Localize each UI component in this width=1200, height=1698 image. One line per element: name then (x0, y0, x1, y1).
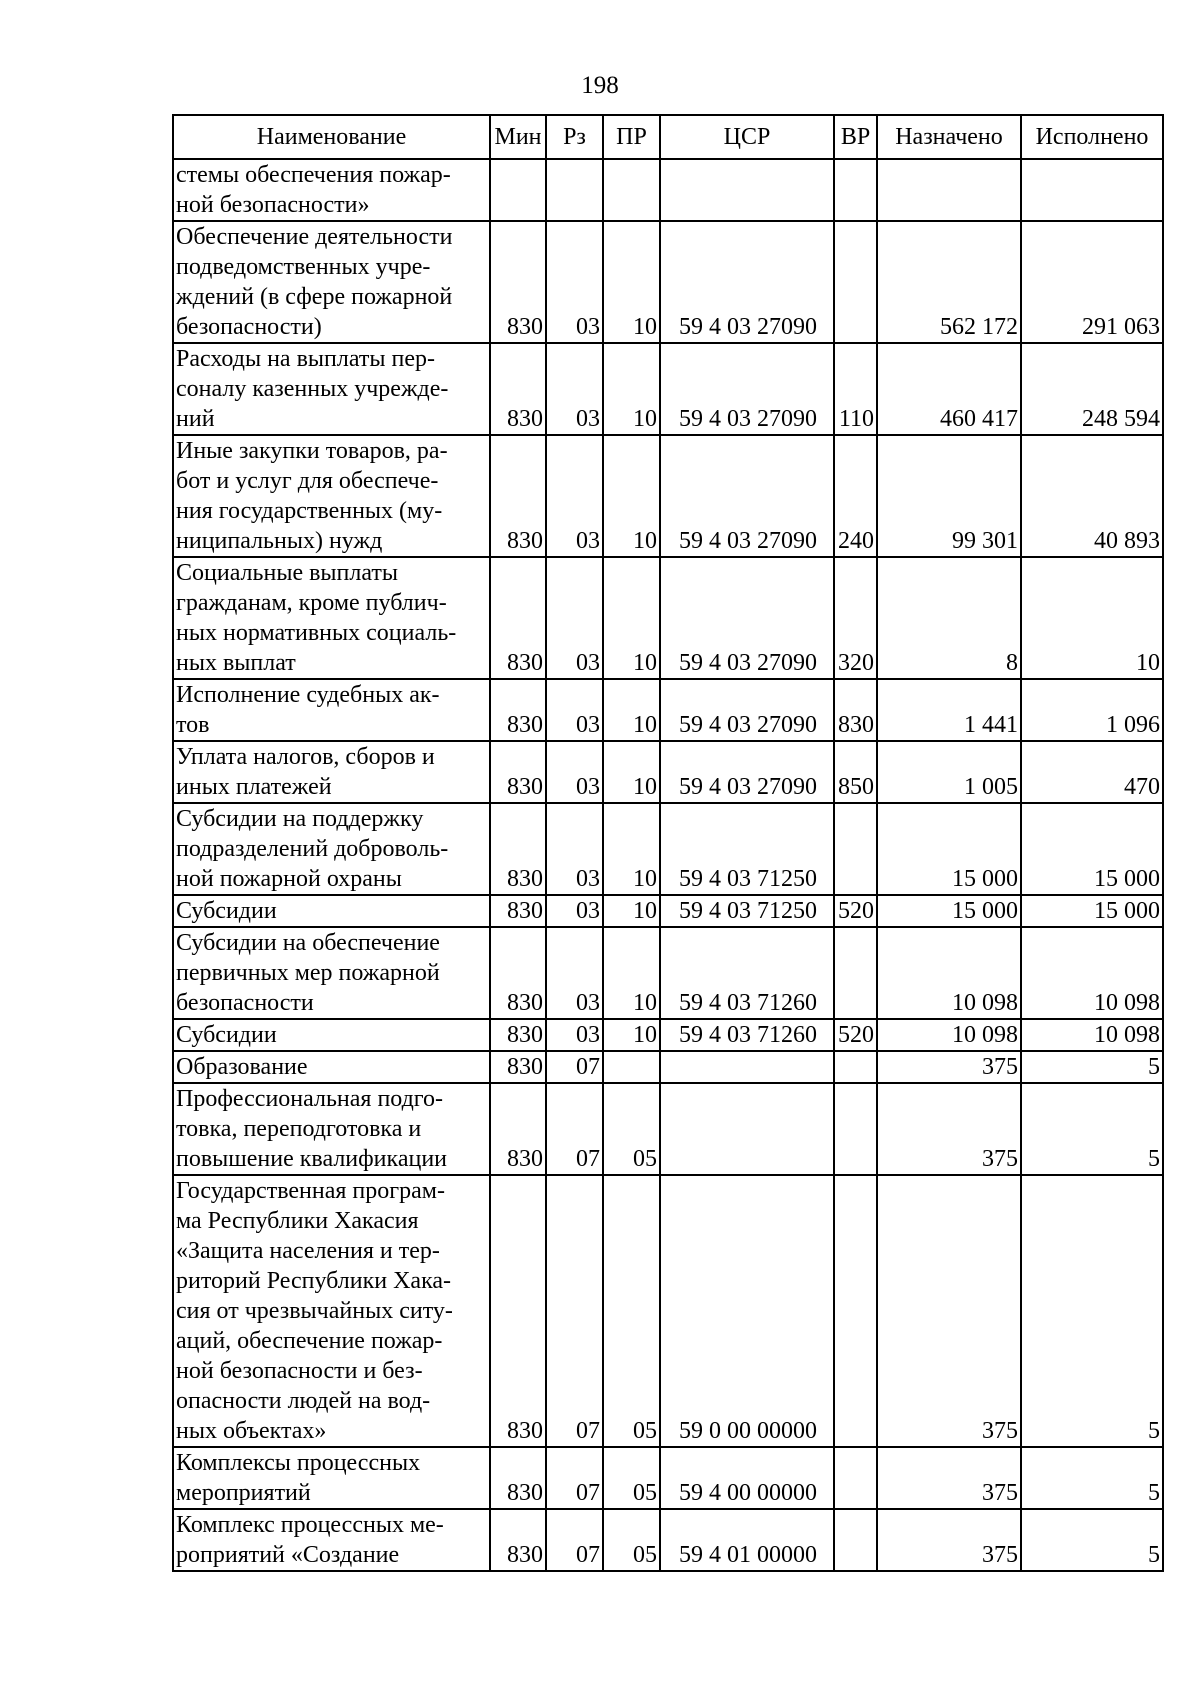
assigned-cell: 375 (877, 1447, 1021, 1509)
csr-cell: 59 4 03 27090 (660, 679, 834, 741)
row-name-line: Субсидии на обеспечение (176, 930, 440, 956)
row-name-line: ма Республики Хакасия (176, 1208, 419, 1234)
row-name-line: ждений (в сфере пожарной (176, 284, 453, 310)
pr-cell: 10 (603, 221, 660, 343)
min-cell: 830 (490, 741, 546, 803)
table-row (173, 343, 1163, 435)
assigned-cell: 1 005 (877, 741, 1021, 803)
min-cell: 830 (490, 1175, 546, 1447)
table-row (173, 221, 1163, 343)
executed-cell: 15 000 (1021, 803, 1163, 895)
column-header-vr: ВР (834, 115, 877, 159)
min-cell: 830 (490, 557, 546, 679)
table-row (173, 1019, 1163, 1051)
row-name-cell (173, 1447, 490, 1509)
rz-cell (546, 159, 603, 221)
pr-cell: 10 (603, 895, 660, 927)
executed-cell: 248 594 (1021, 343, 1163, 435)
row-name-cell (173, 1083, 490, 1175)
rz-cell: 03 (546, 927, 603, 1019)
row-name-cell (173, 679, 490, 741)
min-cell (490, 159, 546, 221)
table-row (173, 895, 1163, 927)
column-header-pr: ПР (603, 115, 660, 159)
csr-cell: 59 4 03 71250 (660, 895, 834, 927)
min-cell: 830 (490, 679, 546, 741)
assigned-cell: 375 (877, 1175, 1021, 1447)
rz-cell: 03 (546, 1019, 603, 1051)
pr-cell: 05 (603, 1447, 660, 1509)
rz-cell: 03 (546, 435, 603, 557)
row-name-line: Социальные выплаты (176, 560, 399, 586)
vr-cell (834, 159, 877, 221)
row-name-line: Исполнение судебных ак- (176, 682, 440, 708)
rz-cell: 03 (546, 679, 603, 741)
min-cell: 830 (490, 803, 546, 895)
pr-cell: 10 (603, 803, 660, 895)
row-name-line: ных объектах» (176, 1418, 327, 1444)
row-name-line: Субсидии (176, 898, 277, 924)
pr-cell: 10 (603, 1019, 660, 1051)
rz-cell: 07 (546, 1051, 603, 1083)
row-name-cell (173, 1509, 490, 1571)
csr-cell: 59 4 00 00000 (660, 1447, 834, 1509)
csr-cell (660, 159, 834, 221)
assigned-cell: 1 441 (877, 679, 1021, 741)
assigned-cell: 375 (877, 1051, 1021, 1083)
table-row (173, 1051, 1163, 1083)
executed-cell: 5 (1021, 1083, 1163, 1175)
vr-cell (834, 927, 877, 1019)
pr-cell: 10 (603, 435, 660, 557)
csr-cell: 59 4 03 27090 (660, 741, 834, 803)
row-name-line: Субсидии на поддержку (176, 806, 424, 832)
table-row (173, 1083, 1163, 1175)
row-name-line: Субсидии (176, 1022, 277, 1048)
table-row (173, 159, 1163, 221)
row-name-cell (173, 1051, 490, 1083)
column-header-min: Мин (490, 115, 546, 159)
rz-cell: 07 (546, 1447, 603, 1509)
row-name-cell (173, 1019, 490, 1051)
pr-cell: 10 (603, 741, 660, 803)
pr-cell: 05 (603, 1509, 660, 1571)
executed-cell: 291 063 (1021, 221, 1163, 343)
executed-cell: 5 (1021, 1447, 1163, 1509)
pr-cell: 05 (603, 1083, 660, 1175)
row-name-line: роприятий «Создание (176, 1542, 400, 1568)
table-row (173, 679, 1163, 741)
row-name-line: ных нормативных социаль- (176, 620, 457, 646)
executed-cell: 1 096 (1021, 679, 1163, 741)
row-name-line: «Защита населения и тер- (176, 1238, 440, 1264)
min-cell: 830 (490, 343, 546, 435)
assigned-cell: 375 (877, 1509, 1021, 1571)
min-cell: 830 (490, 895, 546, 927)
row-name-line: Комплекс процессных ме- (176, 1512, 444, 1538)
csr-cell (660, 1083, 834, 1175)
row-name-line: Обеспечение деятельности (176, 224, 453, 250)
row-name-line: ний (176, 406, 215, 432)
row-name-line: опасности людей на вод- (176, 1388, 431, 1414)
column-header-name: Наименование (173, 115, 490, 159)
rz-cell: 03 (546, 557, 603, 679)
pr-cell (603, 1051, 660, 1083)
min-cell: 830 (490, 1051, 546, 1083)
row-name-line: гражданам, кроме публич- (176, 590, 447, 616)
min-cell: 830 (490, 221, 546, 343)
row-name-line: ной безопасности и без- (176, 1358, 423, 1384)
table-row (173, 1175, 1163, 1447)
row-name-line: Комплексы процессных (176, 1450, 421, 1476)
assigned-cell: 10 098 (877, 1019, 1021, 1051)
row-name-line: аций, обеспечение пожар- (176, 1328, 443, 1354)
page-number: 198 (581, 72, 619, 99)
vr-cell (834, 1175, 877, 1447)
row-name-cell (173, 221, 490, 343)
table-row (173, 435, 1163, 557)
column-header-rz: Рз (546, 115, 603, 159)
row-name-line: Иные закупки товаров, ра- (176, 438, 448, 464)
column-header-assigned: Назначено (877, 115, 1021, 159)
row-name-cell (173, 927, 490, 1019)
vr-cell: 110 (834, 343, 877, 435)
row-name-line: повышение квалификации (176, 1146, 448, 1172)
row-name-line: соналу казенных учрежде- (176, 376, 449, 402)
column-header-csr: ЦСР (660, 115, 834, 159)
row-name-cell (173, 435, 490, 557)
budget-table (172, 114, 1164, 1572)
csr-cell: 59 4 03 27090 (660, 435, 834, 557)
csr-cell: 59 4 01 00000 (660, 1509, 834, 1571)
csr-cell: 59 4 03 27090 (660, 343, 834, 435)
vr-cell (834, 803, 877, 895)
rz-cell: 07 (546, 1509, 603, 1571)
row-name-line: стемы обеспечения пожар- (176, 162, 451, 188)
pr-cell: 10 (603, 927, 660, 1019)
row-name-line: ниципальных) нужд (176, 528, 383, 554)
min-cell: 830 (490, 1083, 546, 1175)
row-name-cell (173, 343, 490, 435)
table-body (173, 159, 1163, 1571)
pr-cell: 05 (603, 1175, 660, 1447)
executed-cell: 5 (1021, 1051, 1163, 1083)
executed-cell: 5 (1021, 1509, 1163, 1571)
table-row (173, 803, 1163, 895)
assigned-cell: 15 000 (877, 803, 1021, 895)
csr-cell: 59 4 03 71260 (660, 927, 834, 1019)
table-header (173, 115, 1163, 159)
column-header-executed: Исполнено (1021, 115, 1163, 159)
executed-cell: 470 (1021, 741, 1163, 803)
min-cell: 830 (490, 927, 546, 1019)
row-name-cell (173, 895, 490, 927)
assigned-cell: 15 000 (877, 895, 1021, 927)
vr-cell (834, 1509, 877, 1571)
assigned-cell (877, 159, 1021, 221)
row-name-line: ной безопасности» (176, 192, 370, 218)
csr-cell: 59 4 03 27090 (660, 221, 834, 343)
row-name-line: сия от чрезвычайных ситу- (176, 1298, 453, 1324)
assigned-cell: 99 301 (877, 435, 1021, 557)
vr-cell: 520 (834, 895, 877, 927)
row-name-line: риторий Республики Хака- (176, 1268, 452, 1294)
csr-cell: 59 4 03 71250 (660, 803, 834, 895)
row-name-cell (173, 1175, 490, 1447)
assigned-cell: 562 172 (877, 221, 1021, 343)
table-row (173, 1447, 1163, 1509)
row-name-line: подразделений доброволь- (176, 836, 449, 862)
pr-cell: 10 (603, 343, 660, 435)
table-row (173, 1509, 1163, 1571)
rz-cell: 03 (546, 221, 603, 343)
executed-cell (1021, 159, 1163, 221)
row-name-line: Уплата налогов, сборов и (176, 744, 435, 770)
vr-cell: 830 (834, 679, 877, 741)
executed-cell: 10 098 (1021, 1019, 1163, 1051)
row-name-cell (173, 803, 490, 895)
assigned-cell: 460 417 (877, 343, 1021, 435)
rz-cell: 03 (546, 741, 603, 803)
min-cell: 830 (490, 1019, 546, 1051)
vr-cell: 850 (834, 741, 877, 803)
row-name-line: мероприятий (176, 1480, 311, 1506)
row-name-cell (173, 741, 490, 803)
vr-cell (834, 1447, 877, 1509)
table-row (173, 927, 1163, 1019)
assigned-cell: 10 098 (877, 927, 1021, 1019)
executed-cell: 5 (1021, 1175, 1163, 1447)
row-name-line: бот и услуг для обеспече- (176, 468, 439, 494)
min-cell: 830 (490, 435, 546, 557)
row-name-line: Расходы на выплаты пер- (176, 346, 435, 372)
vr-cell: 320 (834, 557, 877, 679)
row-name-line: безопасности) (176, 314, 322, 340)
vr-cell: 240 (834, 435, 877, 557)
csr-cell: 59 4 03 27090 (660, 557, 834, 679)
row-name-line: Профессиональная подго- (176, 1086, 444, 1112)
min-cell: 830 (490, 1509, 546, 1571)
row-name-line: ных выплат (176, 650, 296, 676)
table-row (173, 741, 1163, 803)
executed-cell: 40 893 (1021, 435, 1163, 557)
rz-cell: 03 (546, 895, 603, 927)
rz-cell: 07 (546, 1175, 603, 1447)
row-name-line: ния государственных (му- (176, 498, 443, 524)
vr-cell: 520 (834, 1019, 877, 1051)
min-cell: 830 (490, 1447, 546, 1509)
pr-cell (603, 159, 660, 221)
csr-cell: 59 4 03 71260 (660, 1019, 834, 1051)
row-name-line: Образование (176, 1054, 308, 1080)
row-name-cell (173, 557, 490, 679)
executed-cell: 15 000 (1021, 895, 1163, 927)
row-name-line: иных платежей (176, 774, 332, 800)
assigned-cell: 375 (877, 1083, 1021, 1175)
row-name-line: безопасности (176, 990, 314, 1016)
row-name-line: первичных мер пожарной (176, 960, 440, 986)
header-row (173, 115, 1163, 159)
rz-cell: 07 (546, 1083, 603, 1175)
csr-cell: 59 0 00 00000 (660, 1175, 834, 1447)
row-name-line: подведомственных учре- (176, 254, 431, 280)
vr-cell (834, 221, 877, 343)
table-row (173, 557, 1163, 679)
vr-cell (834, 1051, 877, 1083)
row-name-line: тов (176, 712, 210, 738)
rz-cell: 03 (546, 803, 603, 895)
assigned-cell: 8 (877, 557, 1021, 679)
pr-cell: 10 (603, 679, 660, 741)
row-name-line: ной пожарной охраны (176, 866, 402, 892)
row-name-cell (173, 159, 490, 221)
csr-cell (660, 1051, 834, 1083)
executed-cell: 10 098 (1021, 927, 1163, 1019)
executed-cell: 10 (1021, 557, 1163, 679)
row-name-line: Государственная програм- (176, 1178, 445, 1204)
vr-cell (834, 1083, 877, 1175)
pr-cell: 10 (603, 557, 660, 679)
rz-cell: 03 (546, 343, 603, 435)
row-name-line: товка, переподготовка и (176, 1116, 422, 1142)
